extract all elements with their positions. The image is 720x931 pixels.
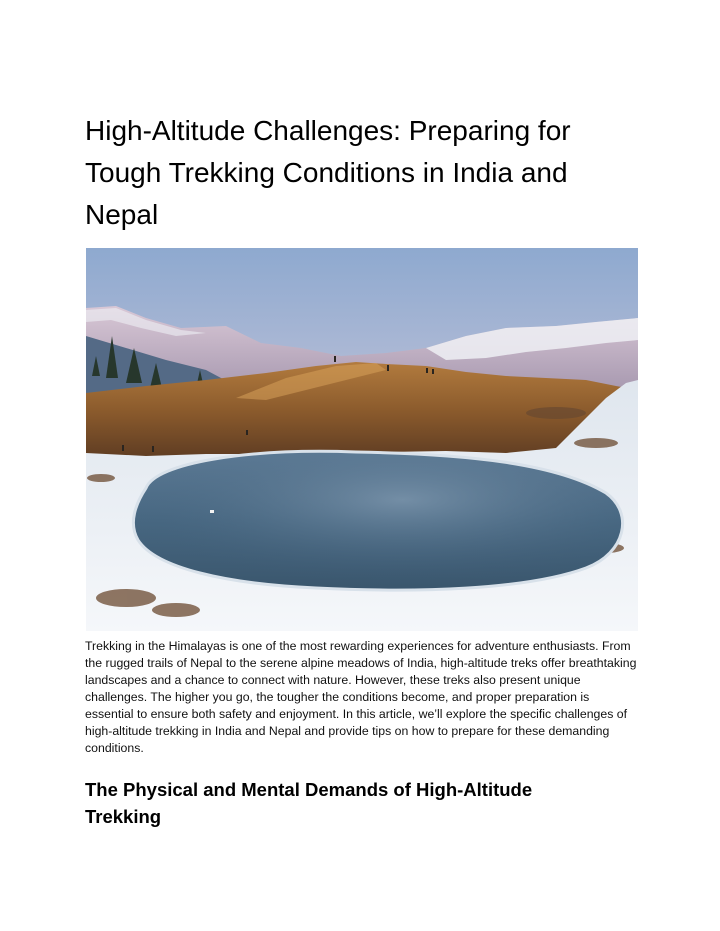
intro-paragraph: Trekking in the Himalayas is one of the most rewarding experiences for adventure enthusiasts. From the rugged trails of Nepal to the serene alpine meadows of India, high-altitude treks offer breathtaking landscapes and a chance to connect with nature. However, these treks also present unique challenges. The higher you go, the tougher the conditions become, and proper preparation is essential to ensure both safety and enjoyment. In this article, we’ll explore the specific challenges of high-altitude trekking in India and Nepal and provide tips on how to prepare for these demanding conditions.	[85, 639, 637, 755]
landscape-photo-icon	[86, 248, 638, 631]
hero-image	[86, 248, 638, 631]
section-heading: The Physical and Mental Demands of High-Altitude Trekking	[85, 779, 533, 827]
article-title: High-Altitude Challenges: Preparing for Tough Trekking Conditions in India and Nepal	[85, 115, 571, 230]
